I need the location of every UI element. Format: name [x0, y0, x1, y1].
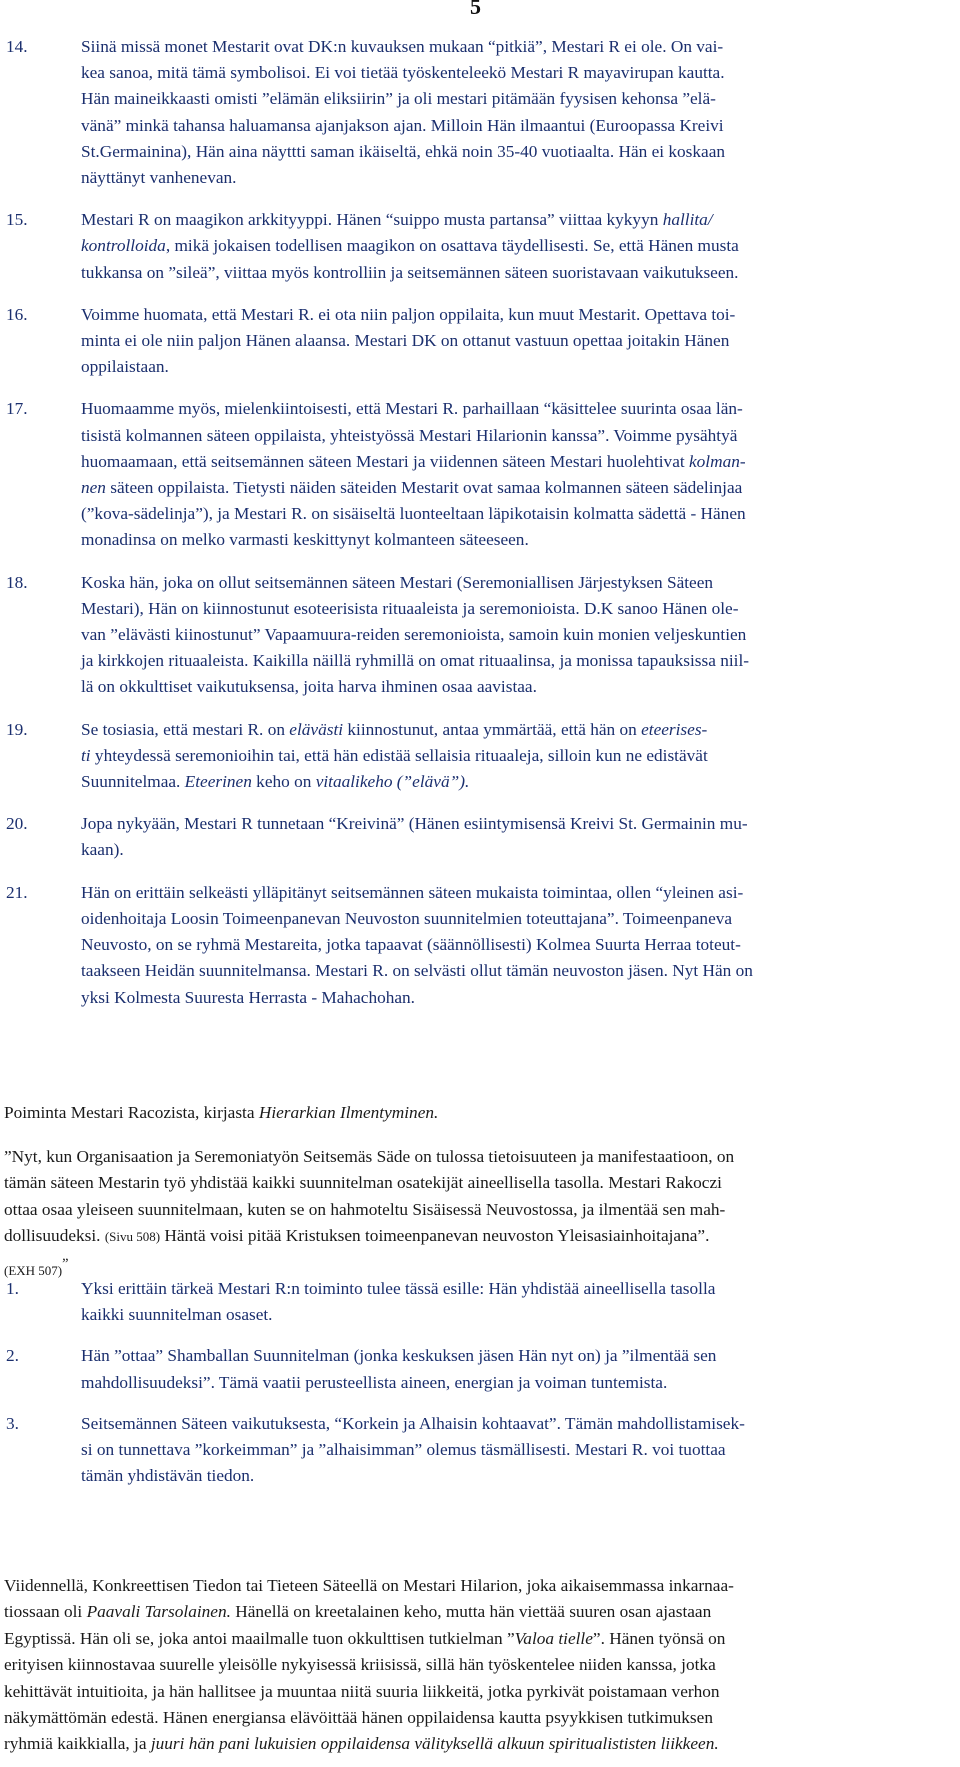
- excerpt-intro: Poiminta Mestari Racozista, kirjasta Hierarkian Ilmentyminen.: [4, 1103, 439, 1122]
- item-number: 3.: [6, 1413, 19, 1433]
- list-item-2: [0, 1343, 960, 1395]
- item-text: Hän on erittäin selkeästi ylläpitänyt seitsemännen säteen mukaista toimintaa, ollen “yleinen asi- oidenhoitaja Loosin Toimeenpanevan Neuvoston suunnitelmien toteuttajana”. Toimeenpaneva Neuvosto, on se ryhmä Mestareita, jotka tapaavat (säännöllisesti) Kolmea Suurta Herraa toteut- taakseen Heidän suunnitelmansa. Mestari R. on selvästi ollut tämän neuvoston jäsen. Nyt Hän on yksi Kolmesta Suuresta Herrasta - Mahachohan.: [81, 882, 753, 1007]
- item-number: 15.: [6, 210, 28, 230]
- item-text: Voimme huomata, että Mestari R. ei ota niin paljon oppilaita, kun muut Mestarit. Opettava toi- minta ei ole niin paljon Hänen alaansa. Mestari DK on ottanut vastuun opettaa joitakin Hänen oppilaistaan.: [81, 304, 736, 377]
- item-text: Seitsemännen Säteen vaikutuksesta, “Korkein ja Alhaisin kohtaavat”. Tämän mahdollistamisek- si on tunnettava ”korkeimman” ja ”alhaisimman” olemus täsmällisesti. Mestari R. voi tuottaa tämän yhdistävän tiedon.: [81, 1413, 745, 1486]
- item-number: 19.: [6, 719, 28, 739]
- list-item-17: [0, 396, 960, 553]
- item-number: 14.: [6, 37, 28, 56]
- closing-paragraph: Viidennellä, Konkreettisen Tiedon tai Tieteen Säteellä on Mestari Hilarion, joka aikaisemmassa inkarnaa- tiossaan oli Paavali Tarsolainen. Hänellä on kreetalainen keho, mutta hän viettää suuren osan ajastaan Egyptissä. Hän oli se, joka antoi maailmalle tuon okkulttisen tutkielman ”Valoa tielle”. Hänen työnsä on erityisen kiinnostavaa suurelle yleisölle nykyisessä kriisissä, sillä hän työskentelee niiden kanssa, jotka kehittävät intuitioita, ja hän hallitsee ja muuntaa niitä suuria liikkeitä, jotka pyrkivät poistamaan verhon näkymättömän edestä. Hänen energiansa elävöittää hänen oppilaidensa kautta psyykkisen tutkimuksen ryhmiä kaikkialla, ja juuri hän pani lukuisien oppilaidensa välityksellä alkuun spiritualististen liikkeen.: [4, 1576, 734, 1754]
- item-number: 21.: [6, 882, 28, 902]
- list-item-20: [0, 811, 960, 863]
- list-item-14: [0, 34, 960, 191]
- item-number: 2.: [6, 1346, 19, 1366]
- item-text: Se tosiasia, että mestari R. on elävästi kiinnostunut, antaa ymmärtää, että hän on eteerises- ti yhteydessä seremonioihin tai, että hän edistää sellaisia rituaaleja, silloin kun ne edistävät Suunnitelmaa. Eteerinen keho on vitaalikeho (”elävä”).: [81, 719, 708, 792]
- item-number: 20.: [6, 814, 28, 834]
- list-item-16: [0, 302, 960, 381]
- item-text: Koska hän, joka on ollut seitsemännen säteen Mestari (Seremoniallisen Järjestyksen Säteen Mestari), Hän on kiinnostunut esoteerisista rituaaleista ja seremonioista. D.K sanoo Hänen ole- van ”elävästi kiinostunut” Vapaamuura-reiden seremonioista, samoin kuin monien veljeskuntien ja kirkkojen rituaaleista. Kaikilla näillä ryhmillä on omat rituaalinsa, ja monissa tapauksissa niil- lä on okkulttiset vaikutuksensa, joita harva ihminen osaa aavistaa.: [81, 572, 750, 697]
- list-item-3: [0, 1411, 960, 1490]
- item-text: Mestari R on maagikon arkkityyppi. Hänen “suippo musta partansa” viittaa kykyyn hallita/ kontrolloida, mikä jokaisen todellisen maagikon on osattava täydellisesti. Se, että Hänen musta tukkansa on ”sileä”, viittaa myös kontrolliin ja seitsemännen säteen suoristavaan vaikutukseen.: [81, 210, 739, 282]
- item-text: Siinä missä monet Mestarit ovat DK:n kuvauksen mukaan “pitkiä”, Mestari R ei ole. On vai- kea sanoa, mitä tämä symbolisoi. Ei voi tietää työskenteleekö Mestari R mayavirupan kautta. Hän maineikkaasti omisti ”elämän eliksiirin” ja oli mestari pitämään fyysisen kehonsa ”elä- vänä” minkä tahansa haluamansa ajanjakson ajan. Milloin Hän ilmaantui (Euroopassa Kreivi St.Germainina), Hän aina näyttti saman ikäiseltä, ehkä noin 35-40 vuotiaalta. Hän ei koskaan näyttänyt vanhenevan.: [81, 37, 726, 188]
- item-text: Jopa nykyään, Mestari R tunnetaan “Kreivinä” (Hänen esiintymisensä Kreivi St. Germainin mu- kaan).: [81, 814, 748, 860]
- list-item-15: [0, 207, 960, 286]
- item-text: Hän ”ottaa” Shamballan Suunnitelman (jonka keskuksen jäsen Hän nyt on) ja ”ilmentää sen mahdollisuudeksi”. Tämä vaatii perusteellista aineen, energian ja voiman tuntemista.: [81, 1346, 717, 1392]
- page-reference: (Sivu 508): [104, 1229, 161, 1245]
- list-item-19: [0, 717, 960, 796]
- quote-paragraph: ”Nyt, kun Organisaation ja Seremoniatyön Seitsemäs Säde on tulossa tietoisuuteen ja manifestaatioon, on tämän säteen Mestarin työ yhdistää kaikki suunnitelman osatekijät aineellisella tasolla. Mestari Rakoczi ottaa osaa yleiseen suunnitelmaan, kuten se on hahmoteltu Sisäisessä Neuvostossa, ja ilmentää sen mah- dollisuudeksi. (Sivu 508) Häntä voisi pitää Kristuksen toimeenpanevan neuvoston Yleisasiainhoitajana”. (EXH 507)”: [4, 1147, 735, 1278]
- item-text: Huomaamme myös, mielenkiintoisesti, että Mestari R. parhaillaan “käsittelee suurinta osaa län- tisistä kolmannen säteen oppilaista, yhteistyössä Mestari Hilarionin kanssa”. Voimme pysähtyä huomaamaan, että seitsemännen säteen Mestari ja viidennen säteen Mestari huolehtivat kolman- nen säteen oppilaista. Tietysti näiden säteiden Mestarit ovat samaa kolmannen säteen sädelinjaa (”kova-sädelinja”), ja Mestari R. on sisäiseltä luonteeltaan läpikotaisin kolmatta sädettä - Hänen monadinsa on melko varmasti keskittynyt kolmanteen säteeseen.: [81, 399, 746, 550]
- item-number: 16.: [6, 304, 28, 324]
- page-number: 5: [470, 0, 481, 19]
- source-reference: (EXH 507): [4, 1262, 63, 1278]
- item-number: 1.: [6, 1279, 19, 1298]
- item-number: 18.: [6, 572, 28, 592]
- item-text: Yksi erittäin tärkeä Mestari R:n toiminto tulee tässä esille: Hän yhdistää aineellisella tasolla kaikki suunnitelman osaset.: [81, 1279, 716, 1325]
- list-item-21: [0, 880, 960, 1011]
- list-item-1: [0, 1276, 960, 1328]
- item-number: 17.: [6, 399, 28, 419]
- numbered-list-secondary: [0, 1276, 960, 1489]
- numbered-list-main: [0, 34, 960, 1011]
- list-item-18: [0, 570, 960, 701]
